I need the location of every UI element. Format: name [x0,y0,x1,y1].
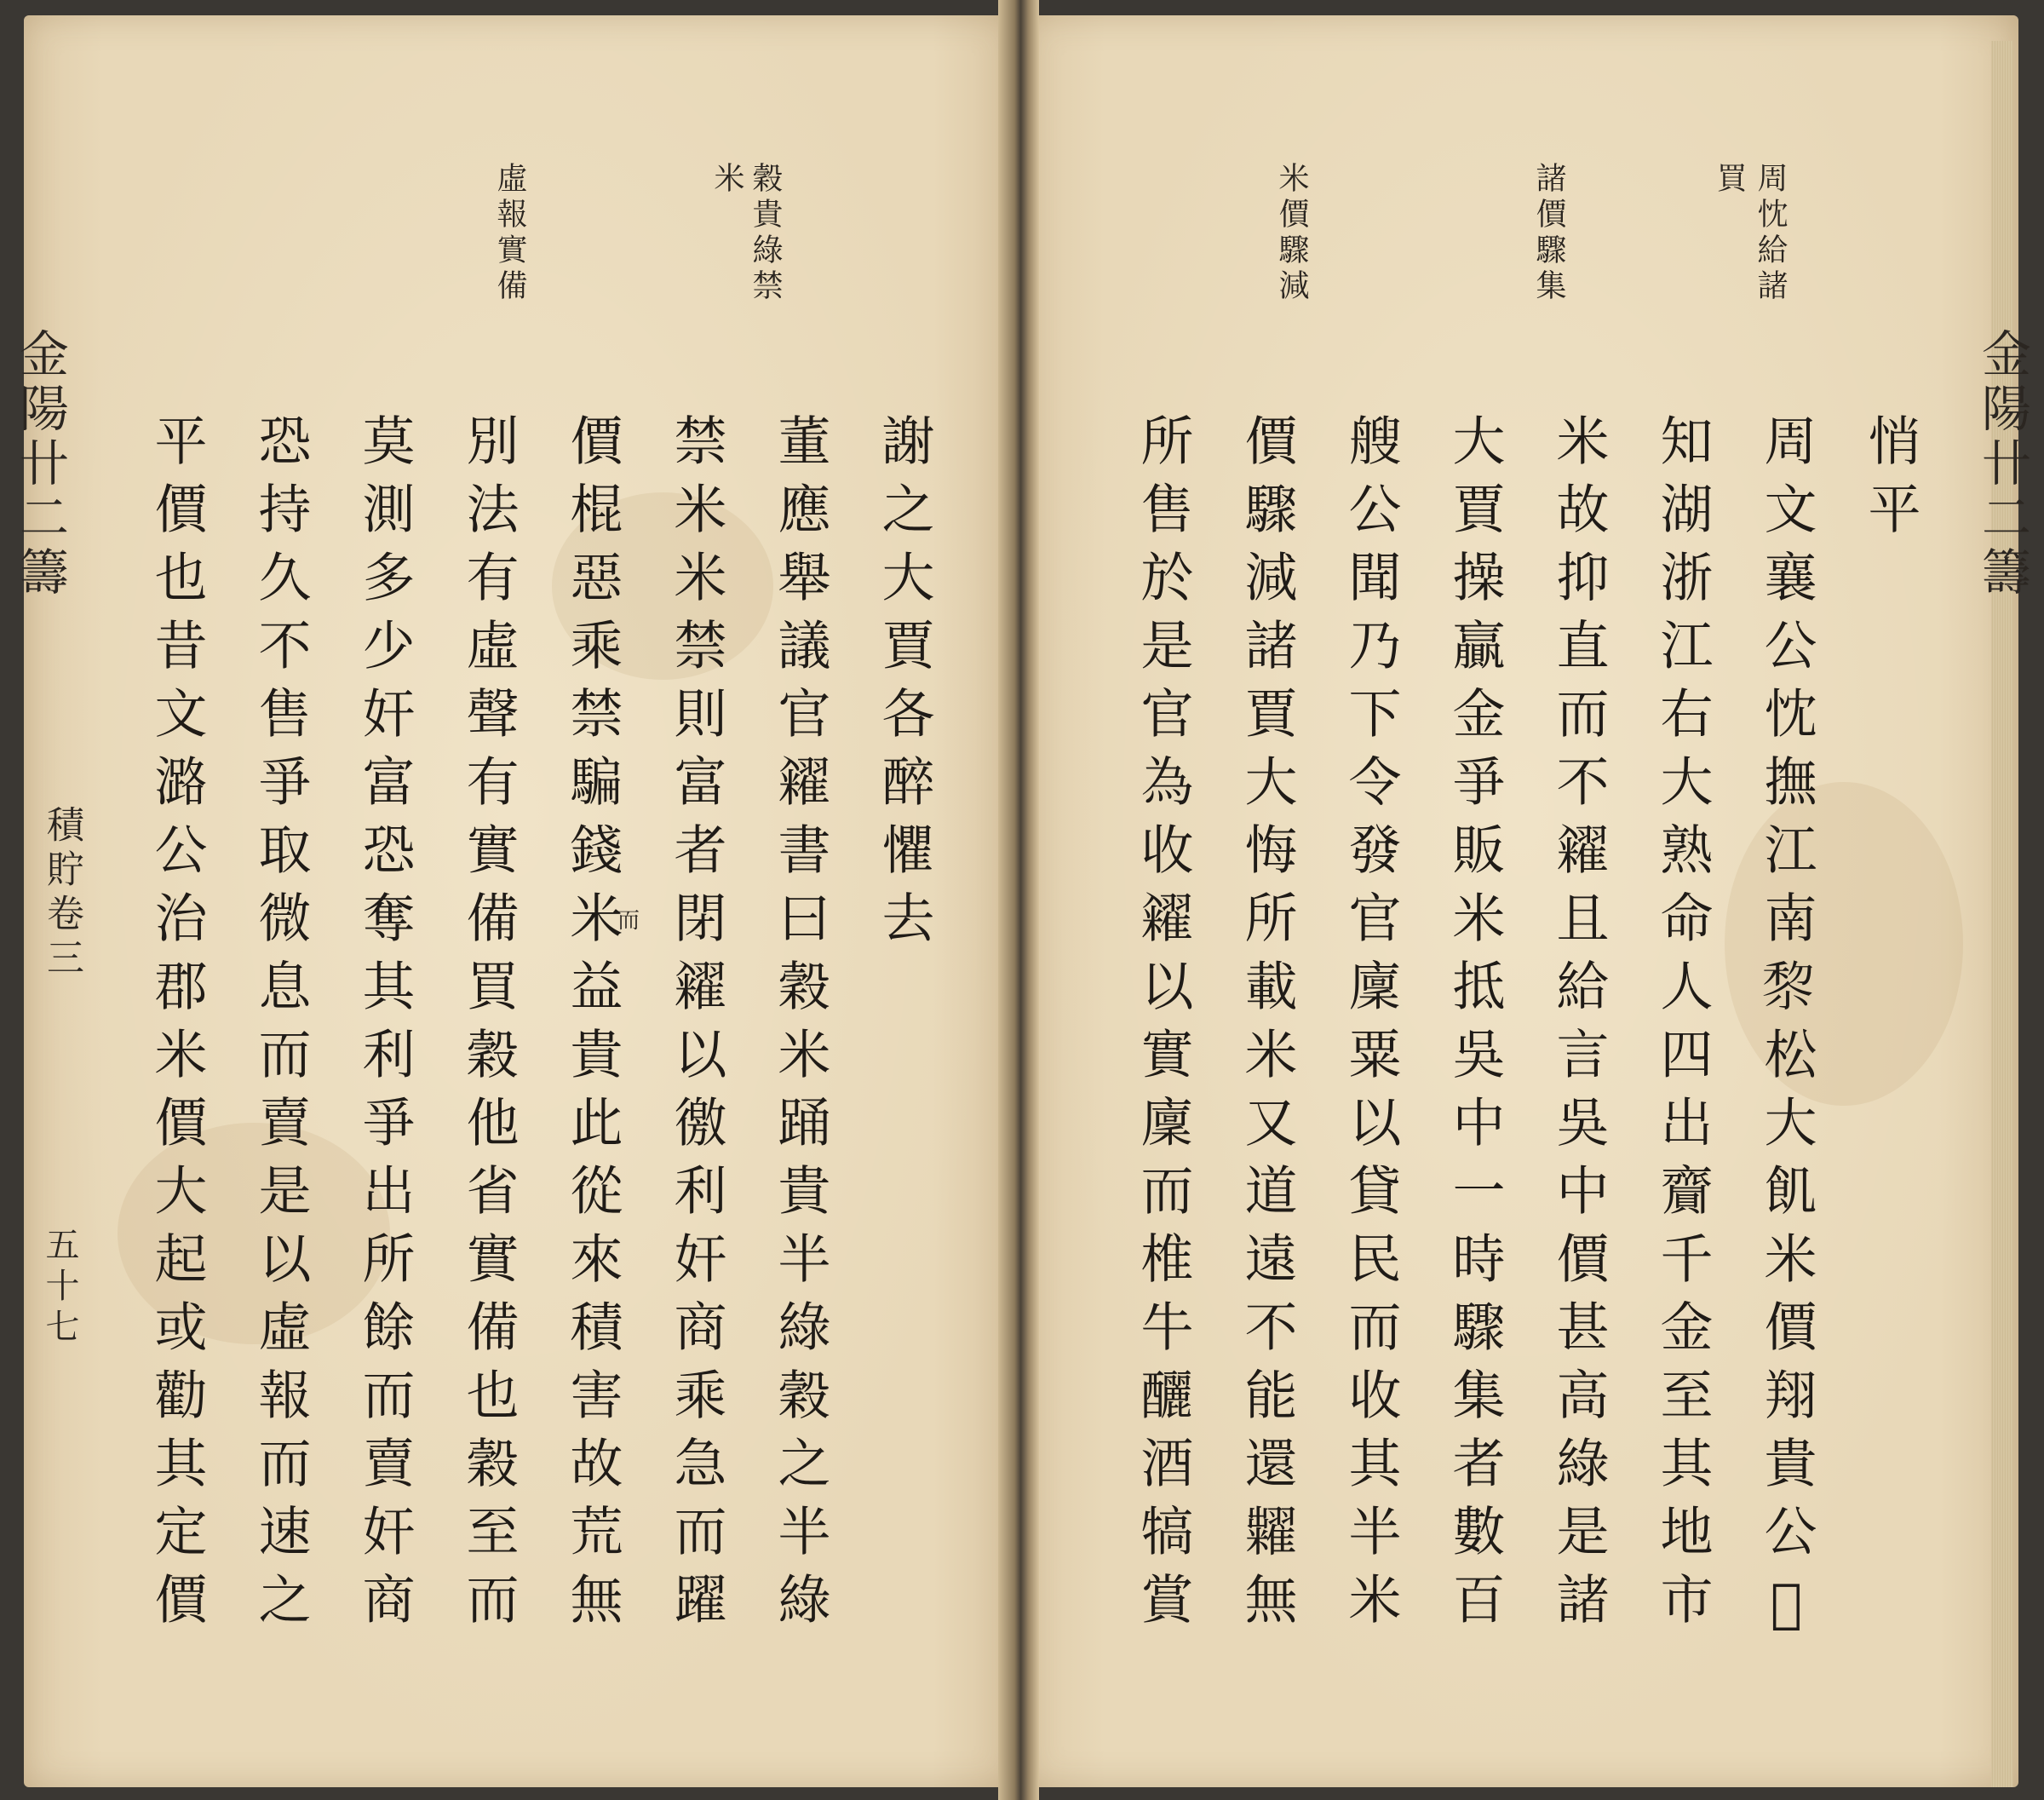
text-column: 所售於是官為收糴以實廩而椎牛釃酒犒賞 [1132,413,1194,1640]
marginal-note: 米價驟減 [1274,162,1309,305]
text-column: 艘公聞乃下令發官廩粟以貸民而收其半米 [1340,413,1402,1640]
marginal-note: 米 [709,162,744,198]
text-column: 謝之大賈各醉懼去 [873,413,935,958]
marginal-note: 諸價驟集 [1531,162,1566,305]
text-column: 知湖浙江右大熟命人四出齎千金至其地市 [1651,413,1714,1640]
text-column: 悄平 [1859,413,1921,549]
text-column: 莫測多少奸富恐奪其利爭出所餘而賣奸商 [353,413,416,1640]
left-margin-section: 積貯卷三 [40,805,83,982]
text-column: 米故抑直而不糴且給言吳中價甚高綠是諸 [1547,413,1610,1640]
text-column: 董應舉議官糴書曰穀米踊貴半綠穀之半綠 [769,413,831,1640]
text-column: 禁米米禁則富者閉糴以徼利奸商乘急而躍 [665,413,727,1640]
left-margin-title: 金陽卄二籌 [11,328,69,601]
text-column: 周文襄公忱撫江南𥟖松大飢米價翔貴公𥠖 [1755,413,1817,1649]
marginal-note: 虛報實備 [492,162,527,305]
text-column: 恐持久不售爭取微息而賣是以虛報而速之 [250,413,312,1640]
marginal-note: 買 [1712,162,1747,198]
text-column: 平價也昔文潞公治郡米價大起或勸其定價 [146,413,208,1640]
text-column: 價驟減諸賈大悔所載米又道遠不能還糶無 [1236,413,1298,1640]
text-column: 價棍惡乘禁騙錢米益貴此從來積害故荒無 [561,413,623,1640]
text-column: 別法有虛聲有實備買穀他省實備也穀至而 [457,413,520,1640]
right-margin-title: 金陽卄二籌 [1973,328,2031,601]
folio-number: 五十七 [40,1227,79,1349]
text-column: 大賈操贏金爭販米抵吳中一時驟集者數百 [1444,413,1506,1640]
marginal-note: 周忱給諸 [1753,162,1788,305]
book-gutter [998,0,1039,1800]
interlinear-mark: 而 [617,908,640,934]
page-edges [1991,41,2013,1787]
marginal-note: 穀貴綠禁 [748,162,783,305]
